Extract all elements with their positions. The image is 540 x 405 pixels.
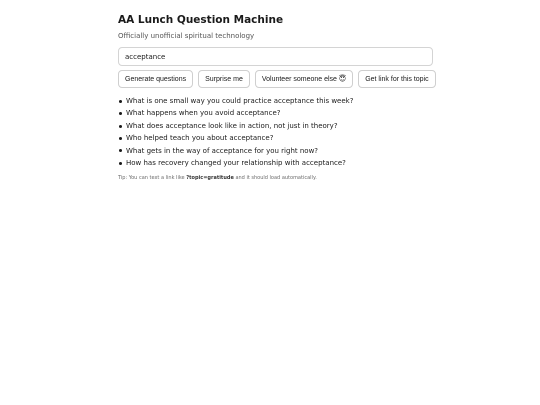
tip-example: ?topic=gratitude [186,175,234,182]
button-row [118,70,433,88]
main-container [118,14,433,181]
question-item: What happens when you avoid acceptance? [118,107,433,119]
generate-questions-button[interactable]: Generate questions [118,70,193,88]
question-item: What is one small way you could practice acceptance this week? [118,95,433,107]
question-list [118,95,433,169]
volunteer-button[interactable]: Volunteer someone else 😇 [255,70,353,88]
question-item: How has recovery changed your relationship with acceptance? [118,157,433,169]
tip-prefix: Tip: You can text a link like [118,175,187,182]
tip-suffix: and it should load automatically. [233,175,317,182]
question-item: What gets in the way of acceptance for you right now? [118,145,433,157]
question-item: Who helped teach you about acceptance? [118,132,433,144]
page-title: AA Lunch Question Machine [118,14,284,26]
surprise-me-button[interactable]: Surprise me [198,70,250,88]
topic-input[interactable] [118,47,433,66]
page-subtitle: Officially unofficial spiritual technology [118,32,255,40]
tip-text [118,175,433,181]
get-link-button[interactable]: Get link for this topic [358,70,435,88]
question-item: What does acceptance look like in action, not just in theory? [118,120,433,132]
